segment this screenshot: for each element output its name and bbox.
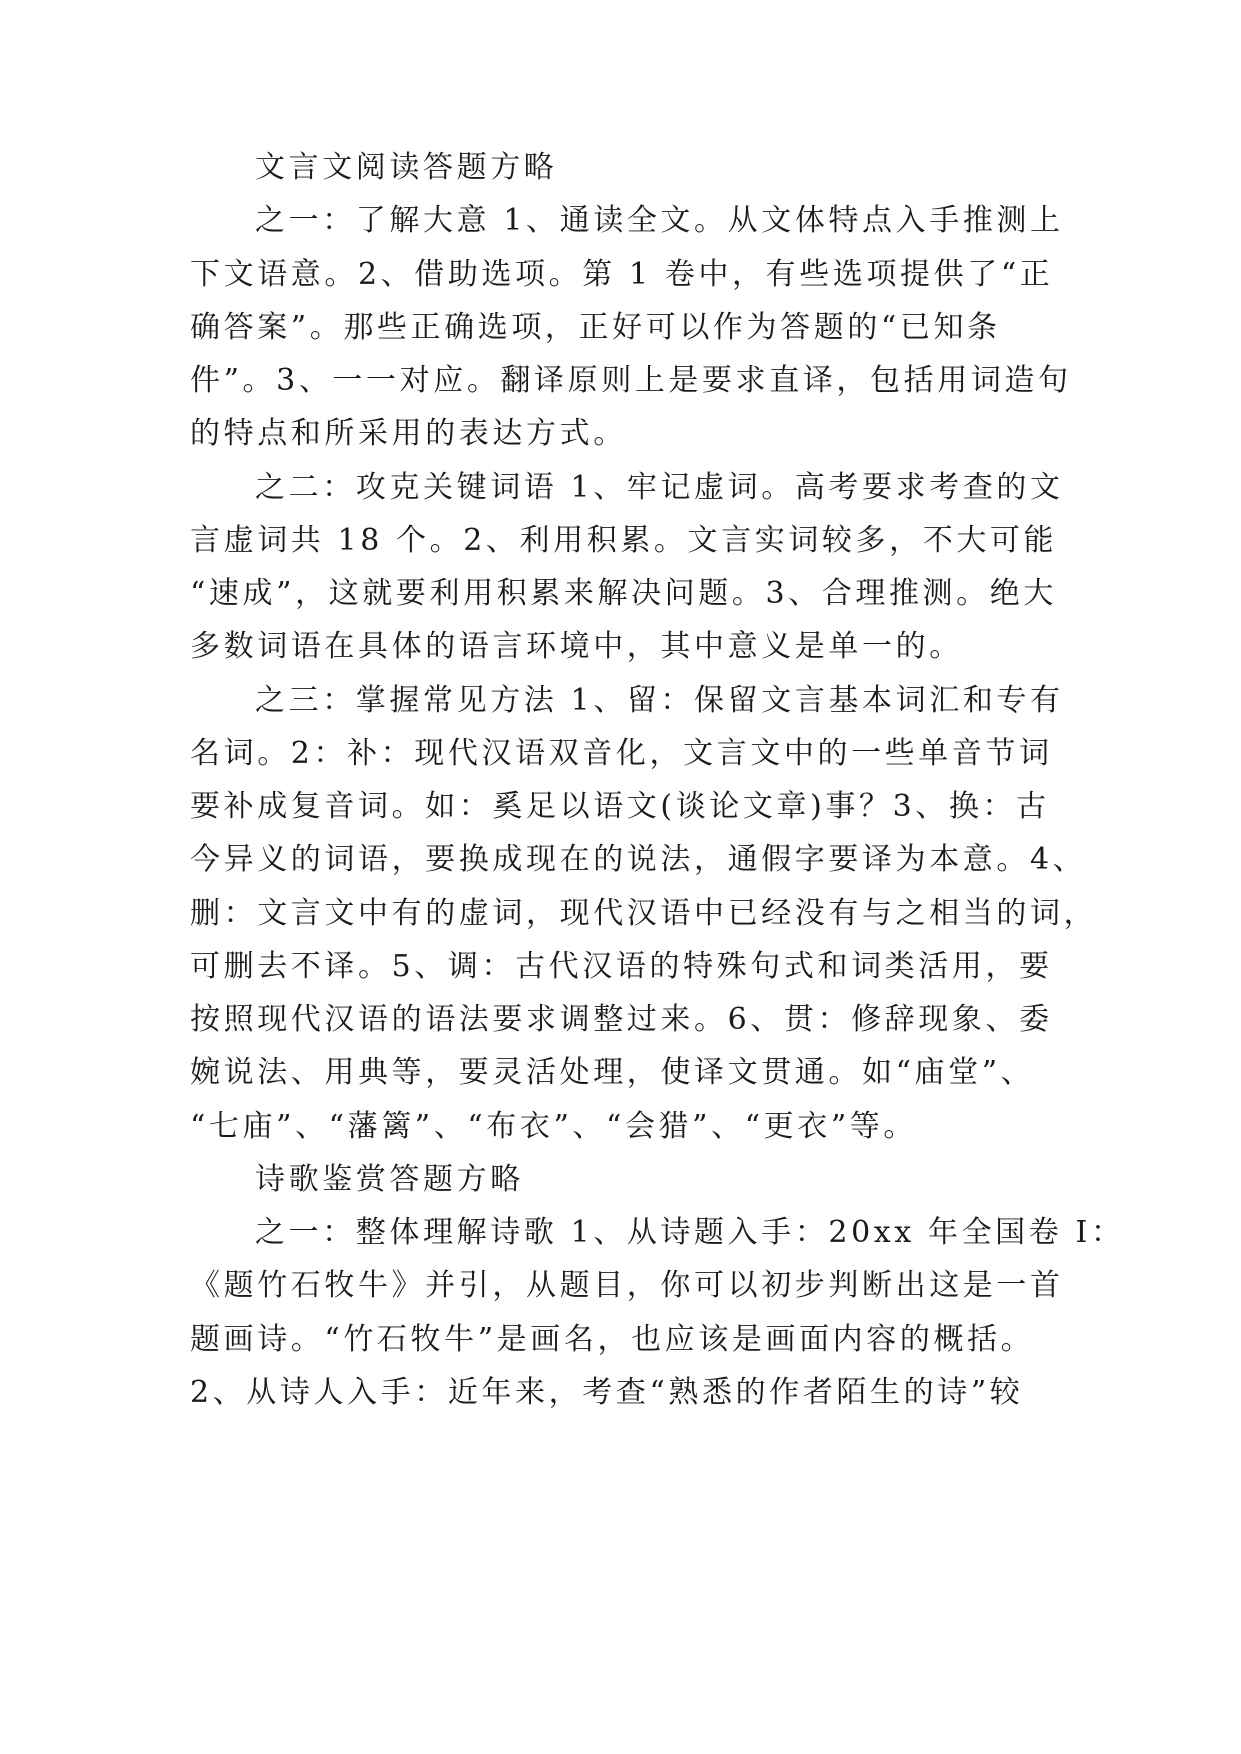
paragraph-line: 之一：了解大意 1、通读全文。从文体特点入手推测上 (255, 203, 1064, 238)
paragraph-line: 2、从诗人入手：近年来，考查“熟悉的作者陌生的诗”较 (190, 1375, 1024, 1410)
paragraph-line: 的特点和所采用的表达方式。 (190, 416, 627, 451)
heading-poetry-appreciation: 诗歌鉴赏答题方略 (255, 1162, 524, 1197)
paragraph-line: 按照现代汉语的语法要求调整过来。6、贯：修辞现象、委 (190, 1002, 1053, 1037)
paragraph-line: 题画诗。“竹石牧牛”是画名，也应该是画面内容的概括。 (190, 1322, 1035, 1357)
paragraph-line: 之二：攻克关键词语 1、牢记虚词。高考要求考查的文 (255, 470, 1064, 505)
paragraph-line: 下文语意。2、借助选项。第 1 卷中，有些选项提供了“正 (190, 257, 1054, 292)
paragraph-line: 可删去不译。5、调：古代汉语的特殊句式和词类活用，要 (190, 949, 1053, 984)
paragraph-line: 件”。3、一一对应。翻译原则上是要求直译，包括用词造句 (190, 363, 1072, 398)
paragraph-line: “速成”，这就要利用积累来解决问题。3、合理推测。绝大 (190, 576, 1057, 611)
paragraph-line: 之一：整体理解诗歌 1、从诗题入手：20xx 年全国卷 I： (255, 1215, 1125, 1250)
paragraph-line: 确答案”。那些正确选项，正好可以作为答题的“已知条 (190, 310, 1001, 345)
paragraph-line: 多数词语在具体的语言环境中，其中意义是单一的。 (190, 629, 963, 664)
paragraph-line: 名词。2：补：现代汉语双音化，文言文中的一些单音节词 (190, 736, 1053, 771)
paragraph-line: 要补成复音词。如：奚足以语文(谈论文章)事？3、换：古 (190, 789, 1050, 824)
paragraph-line: 言虚词共 18 个。2、利用积累。文言实词较多，不大可能 (190, 523, 1058, 558)
paragraph-line: 《题竹石牧牛》并引，从题目，你可以初步判断出这是一首 (190, 1268, 1064, 1303)
paragraph-line: 删：文言文中有的虚词，现代汉语中已经没有与之相当的词， (190, 896, 1098, 931)
paragraph-line: “七庙”、“藩篱”、“布衣”、“会猎”、“更衣”等。 (190, 1109, 917, 1144)
paragraph-line: 婉说法、用典等，要灵活处理，使译文贯通。如“庙堂”、 (190, 1055, 1035, 1090)
paragraph-line: 今异义的词语，要换成现在的说法，通假字要译为本意。4、 (190, 842, 1087, 877)
heading-classical-chinese: 文言文阅读答题方略 (255, 150, 558, 185)
paragraph-line: 之三：掌握常见方法 1、留：保留文言基本词汇和专有 (255, 683, 1064, 718)
